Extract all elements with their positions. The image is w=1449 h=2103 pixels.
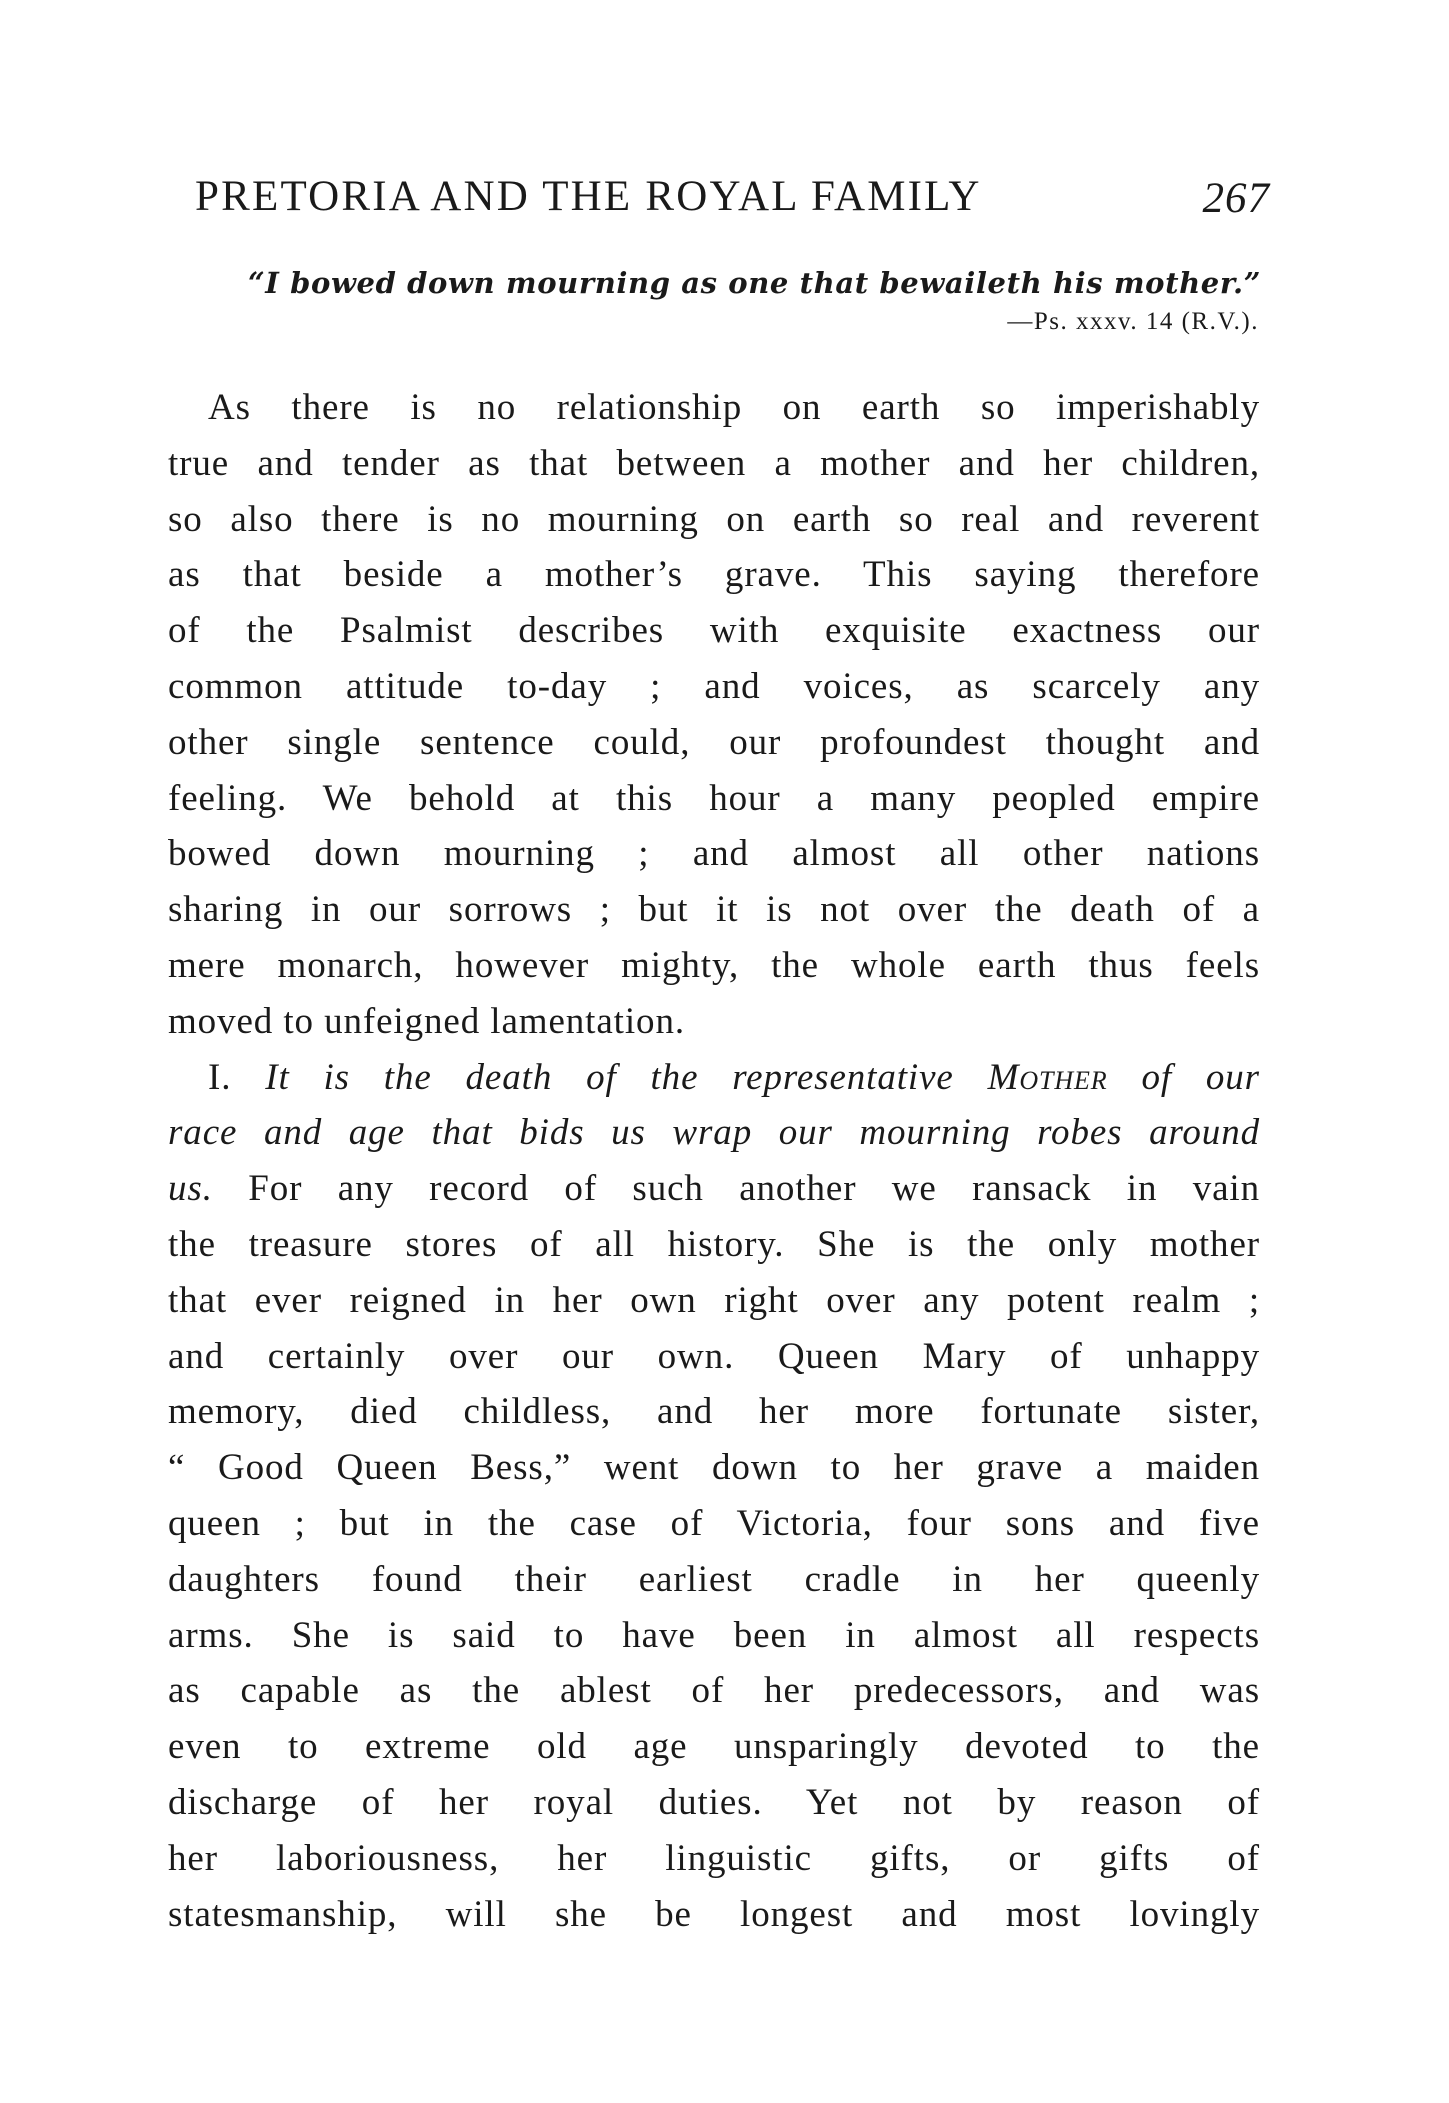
text-line: so also there is no mourning on earth so real and reverent bbox=[168, 498, 1260, 540]
text-line: bowed down mourning ; and almost all other nations bbox=[168, 833, 1260, 875]
paragraph-2 bbox=[168, 1050, 1260, 1943]
italic-heading-part: of our bbox=[1141, 1056, 1260, 1098]
text-line bbox=[168, 1050, 1260, 1106]
text-run: For any record of such another we ransack in vain bbox=[248, 1168, 1261, 1210]
text-line: queen ; but in the case of Victoria, four sons and five bbox=[168, 1502, 1260, 1544]
text-line: as capable as the ablest of her predecessors, and was bbox=[168, 1670, 1260, 1712]
paragraph-1 bbox=[168, 380, 1260, 1050]
text-line: mere monarch, however mighty, the whole earth thus feels bbox=[168, 944, 1260, 986]
text-line: even to extreme old age unsparingly devoted to the bbox=[168, 1726, 1260, 1768]
epigraph-citation: —Ps. xxxv. 14 (R.V.). bbox=[1007, 308, 1259, 335]
text-line: her laboriousness, her linguistic gifts, or gifts of bbox=[168, 1837, 1260, 1879]
text-line: statesmanship, will she be longest and most lovingly bbox=[168, 1893, 1260, 1935]
section-numeral: I. bbox=[208, 1056, 232, 1098]
text-line: daughters found their earliest cradle in her queenly bbox=[168, 1558, 1260, 1600]
italic-heading-part: It is the death of the representative bbox=[265, 1056, 954, 1098]
text-line: other single sentence could, our profoundest thought and bbox=[168, 721, 1260, 763]
text-line: of the Psalmist describes with exquisite exactness our bbox=[168, 610, 1260, 652]
text-line: that ever reigned in her own right over any potent realm ; bbox=[168, 1279, 1260, 1321]
text-line: the treasure stores of all history. She is the only mother bbox=[168, 1223, 1260, 1265]
text-line: as that beside a mother’s grave. This saying therefore bbox=[168, 554, 1260, 596]
text-line: memory, died childless, and her more fortunate sister, bbox=[168, 1391, 1260, 1433]
epigraph-quote: “I bowed down mourning as one that bewaileth his mother.” bbox=[248, 266, 1262, 300]
text-line: sharing in our sorrows ; but it is not over the death of a bbox=[168, 889, 1260, 931]
italic-heading-part: us. bbox=[168, 1168, 213, 1210]
page-header bbox=[195, 172, 1270, 232]
text-line: discharge of her royal duties. Yet not by reason of bbox=[168, 1781, 1260, 1823]
text-line: true and tender as that between a mother and her children, bbox=[168, 442, 1260, 484]
text-line: “ Good Queen Bess,” went down to her grave a maiden bbox=[168, 1447, 1260, 1489]
running-title: PRETORIA AND THE ROYAL FAMILY bbox=[195, 173, 982, 220]
text-line: race and age that bids us wrap our mourning robes around bbox=[168, 1112, 1260, 1154]
text-line: and certainly over our own. Queen Mary of unhappy bbox=[168, 1335, 1260, 1377]
body-text bbox=[168, 380, 1260, 1942]
text-line: As there is no relationship on earth so imperishably bbox=[208, 387, 1260, 428]
small-caps-word: Mother bbox=[987, 1056, 1108, 1098]
text-line: feeling. We behold at this hour a many peopled empire bbox=[168, 777, 1260, 819]
text-line: moved to unfeigned lamentation. bbox=[168, 1000, 685, 1042]
text-line: arms. She is said to have been in almost all respects bbox=[168, 1614, 1260, 1656]
text-line: common attitude to-day ; and voices, as scarcely any bbox=[168, 665, 1260, 707]
text-line bbox=[168, 1161, 1260, 1217]
page-number: 267 bbox=[1202, 175, 1270, 222]
